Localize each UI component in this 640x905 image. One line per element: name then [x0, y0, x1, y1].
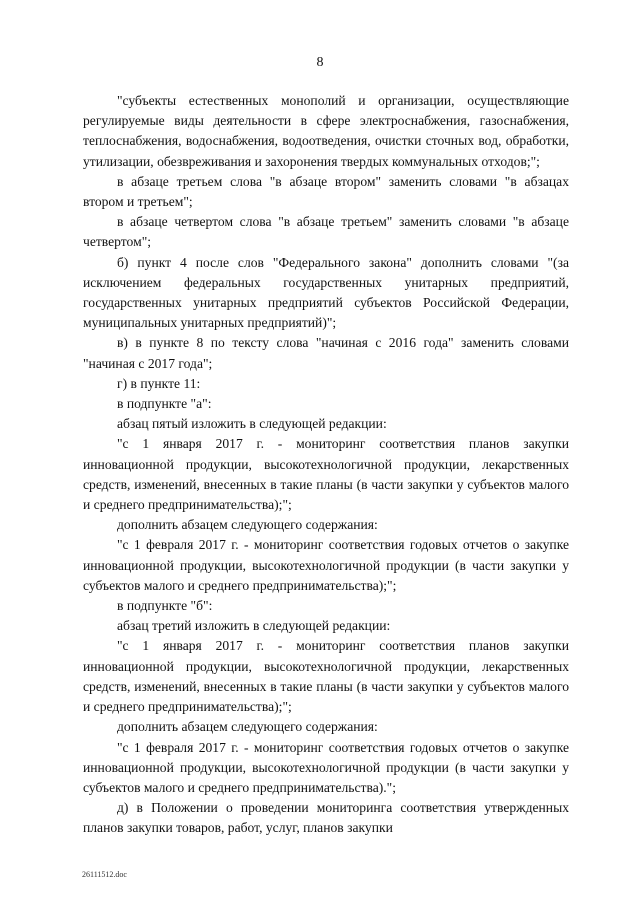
paragraph-8: абзац пятый изложить в следующей редакции:	[117, 416, 387, 432]
paragraph-3: в абзаце четвертом слова "в абзаце третьем" заменить словами "в абзаце четвертом";	[83, 214, 569, 250]
paragraph-5: в) в пункте 8 по тексту слова "начиная с 2016 года" заменить словами "начиная с 2017 года";	[83, 335, 569, 371]
paragraph-10: дополнить абзацем следующего содержания:	[117, 517, 378, 533]
paragraph-12: в подпункте "б":	[117, 598, 213, 614]
paragraph-17: д) в Положении о проведении мониторинга соответствия утвержденных планов закупки товаров, работ, услуг, планов закупки	[83, 800, 569, 836]
paragraph-16: "с 1 февраля 2017 г. - мониторинг соответствия годовых отчетов о закупке инновационной продукции, высокотехнологичной продукции (в части закупки у субъектов малого и среднего предпринимательства).";	[83, 739, 569, 795]
paragraph-2: в абзаце третьем слова "в абзаце втором" заменить словами "в абзацах втором и третьем";	[83, 173, 569, 210]
paragraph-9: "с 1 января 2017 г. - мониторинг соответствия планов закупки инновационной продукции, высокотехнологичной продукции, лекарственных средств, изменений, внесенных в такие планы (в части закупки у субъектов малого и среднего предпринимательства);";	[83, 436, 569, 513]
page-number: 8	[316, 55, 324, 70]
paragraph-14: "с 1 января 2017 г. - мониторинг соответствия планов закупки инновационной продукции, высокотехнологичной продукции, лекарственных средств, изменений, внесенных в такие планы (в части закупки у субъектов малого и среднего предпринимательства);";	[83, 638, 569, 715]
paragraph-7: в подпункте "а":	[117, 396, 212, 412]
paragraph-6: г) в пункте 11:	[117, 375, 201, 391]
document-body	[83, 91, 569, 839]
paragraph-4: б) пункт 4 после слов "Федерального закона" дополнить словами "(за исключением федеральных государственных унитарных предприятий, государственных унитарных предприятий субъектов Российской Федерации, муниципальных унитарных предприятий)";	[83, 254, 569, 331]
paragraph-1: "субъекты естественных монополий и организации, осуществляющие регулируемые виды деятельности в сфере электроснабжения, газоснабжения, теплоснабжения, водоснабжения, водоотведения, очистки сточных вод, обработки, утилизации, обезвреживания и захоронения твердых коммунальных отходов;";	[83, 93, 569, 169]
paragraph-13: абзац третий изложить в следующей редакции:	[117, 618, 391, 634]
paragraph-11: "с 1 февраля 2017 г. - мониторинг соответствия годовых отчетов о закупке инновационной продукции, высокотехнологичной продукции (в части закупки у субъектов малого и среднего предпринимательства);";	[83, 537, 569, 593]
footer-filename: 26111512.doc	[82, 870, 127, 879]
paragraph-15: дополнить абзацем следующего содержания:	[117, 719, 378, 735]
